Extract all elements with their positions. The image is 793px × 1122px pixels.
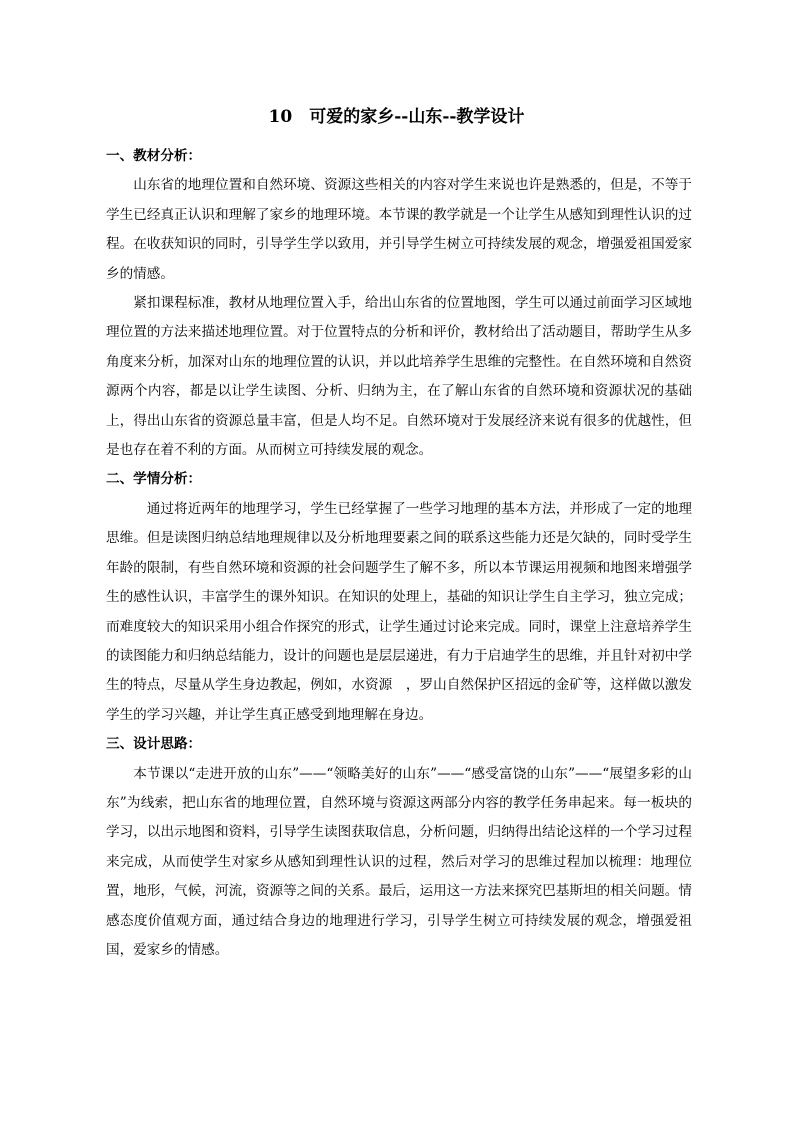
section-student-analysis <box>106 465 692 730</box>
section-heading: 一、教材分析： <box>106 148 202 164</box>
document-title: 10 可爱的家乡--山东--教学设计 <box>268 107 525 127</box>
document-body <box>106 142 692 965</box>
paragraph: 山东省的地理位置和自然环境、资源这些相关的内容对学生来说也许是熟悉的，但是，不等于学生已经真正认识和理解了家乡的地理环境。本节课的教学就是一个让学生从感知到理性认识的过程。在收获知识的同时，引导学生学以致用，并引导学生树立可持续发展的观念，增强爱祖国爱家乡的情感。 <box>106 177 692 282</box>
section-design-ideas <box>106 730 692 965</box>
section-textbook-analysis <box>106 142 692 465</box>
paragraph: 通过将近两年的地理学习，学生已经掌握了一些学习地理的基本方法，并形成了一定的地理思维。但是读图归纳总结地理规律以及分析地理要素之间的联系这些能力还是欠缺的，同时受学生年龄的限制，有些自然环境和资源的社会问题学生了解不多，所以本节课运用视频和地图来增强学生的感性认识，丰富学生的课外知识。在知识的处理上，基础的知识让学生自主学习，独立完成；而难度较大的知识采用小组合作探究的形式，让学生通过讨论来完成。同时，课堂上注意培养学生的读图能力和归纳总结能力，设计的问题也是层层递进，有力于启迪学生的思维，并且针对初中学生的特点，尽量从学生身边教起，例如，水资源 ，罗山自然保护区招远的金矿等，这样做以激发学生的学习兴趣，并让学生真正感受到地理解在身边。 <box>106 500 692 723</box>
section-heading: 三、设计思路： <box>106 736 202 753</box>
paragraph: 本节课以“走进开放的山东”——“领略美好的山东”——“感受富饶的山东”——“展望多彩的山东”为线索，把山东省的地理位置，自然环境与资源这两部分内容的教学任务串起来。每一板块的学习，以出示地图和资料，引导学生读图获取信息，分析问题，归纳得出结论这样的一个学习过程来完成，从而使学生对家乡从感知到理性认识的过程，然后对学习的思维过程加以梳理：地理位置，地形，气候，河流，资源等之间的关系。最后，运用这一方法来探究巴基斯坦的相关问题。情感态度价值观方面，通过结合身边的地理进行学习，引导学生树立可持续发展的观念，增强爱祖国，爱家乡的情感。 <box>106 765 692 958</box>
paragraph: 紧扣课程标准，教材从地理位置入手，给出山东省的位置地图，学生可以通过前面学习区域地理位置的方法来描述地理位置。对于位置特点的分析和评价，教材给出了活动题目，帮助学生从多角度来分析，加深对山东的地理位置的认识，并以此培养学生思维的完整性。在自然环境和自然资源两个内容，都是以让学生读图、分析、归纳为主，在了解山东省的自然环境和资源状况的基础上，得出山东省的资源总量丰富，但是人均不足。自然环境对于发展经济来说有很多的优越性，但是也存在着不利的方面。从而树立可持续发展的观念。 <box>106 295 692 459</box>
section-heading: 二、学情分析： <box>106 471 202 488</box>
